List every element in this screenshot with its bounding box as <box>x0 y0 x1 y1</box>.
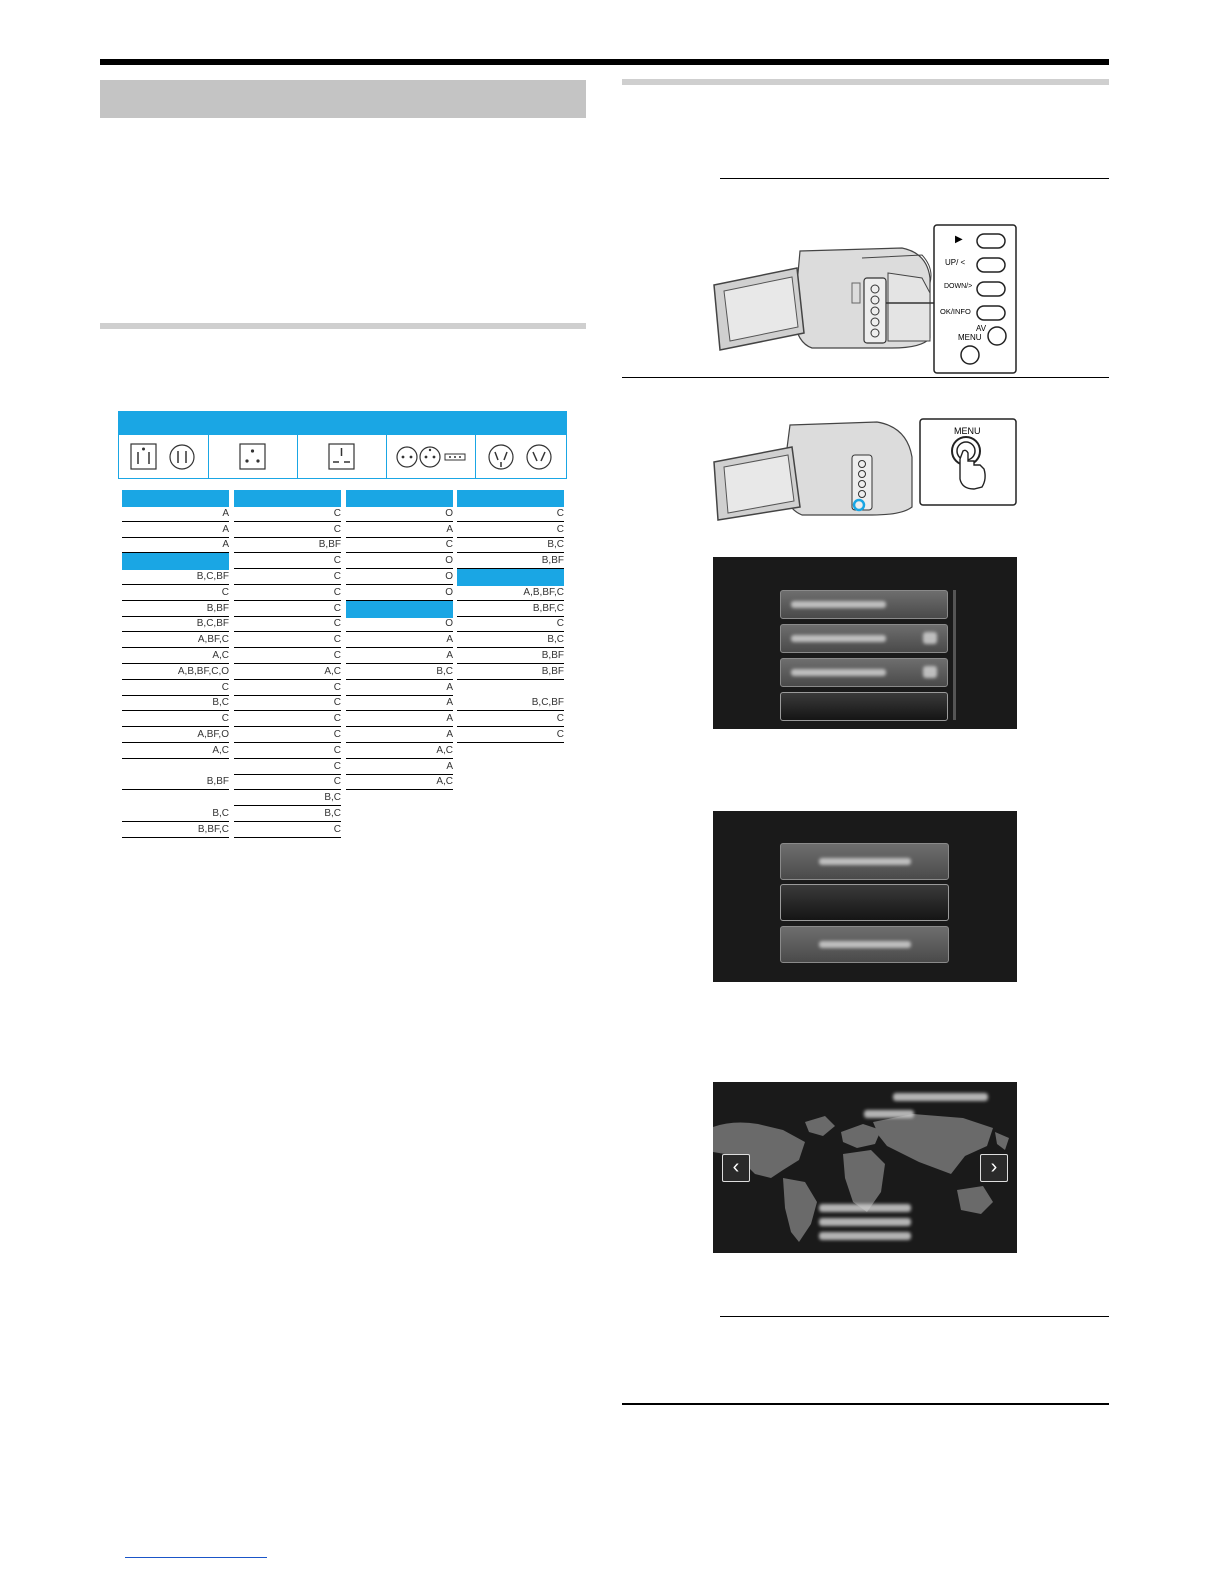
page-link-underline[interactable] <box>125 1557 267 1558</box>
country-plug-row: B,C <box>457 632 564 648</box>
country-plug-row: C <box>234 632 341 648</box>
option-3[interactable] <box>780 926 949 963</box>
option-1[interactable] <box>780 843 949 880</box>
camcorder-buttons-figure <box>712 223 1018 376</box>
chevron-left-icon[interactable]: ‹ <box>722 1154 750 1182</box>
country-plug-row: B,C <box>234 790 341 806</box>
country-plug-row: A,C <box>122 648 229 664</box>
country-plug-row: C <box>234 774 341 790</box>
menu-item-selected[interactable] <box>780 692 948 721</box>
subsection-rule-right <box>622 79 1109 85</box>
scrollbar[interactable] <box>953 590 956 720</box>
country-plug-row: A,BF,C <box>122 632 229 648</box>
country-row-spacer <box>122 790 229 805</box>
country-row-spacer <box>457 680 564 695</box>
country-plug-row: C <box>457 616 564 632</box>
country-plug-row: O <box>346 569 453 585</box>
chevron-right-icon[interactable]: › <box>980 1154 1008 1182</box>
country-plug-row: B,BF <box>457 648 564 664</box>
country-plug-row: A <box>346 727 453 743</box>
country-plug-row: B,C,BF <box>122 616 229 632</box>
ok-info-label: OK/INFO <box>940 307 971 316</box>
country-plug-row: C <box>457 711 564 727</box>
av-label: AV <box>976 324 987 333</box>
country-plug-row: A <box>346 522 453 538</box>
step-rule-3 <box>720 1316 1109 1317</box>
country-plug-row: B,BF <box>122 774 229 790</box>
country-plug-row: O <box>346 553 453 569</box>
country-plug-row: O <box>346 616 453 632</box>
country-plug-row: C <box>234 616 341 632</box>
country-plug-row: C <box>234 522 341 538</box>
step-rule-1 <box>720 178 1109 179</box>
country-plug-row: C <box>234 585 341 601</box>
region-header <box>122 490 229 507</box>
bottom-rule <box>622 1403 1109 1405</box>
country-plug-row: A <box>346 711 453 727</box>
country-plug-row: C <box>122 711 229 727</box>
country-plug-row: B,BF <box>122 601 229 617</box>
country-plug-row: A,C <box>346 774 453 790</box>
country-plug-row: B,C <box>457 537 564 553</box>
country-plug-row: C <box>234 553 341 569</box>
plug-type-4-icon <box>386 435 475 478</box>
country-plug-row: C <box>122 585 229 601</box>
country-plug-row: A <box>346 695 453 711</box>
plug-type-5-icon <box>475 435 566 478</box>
country-plug-row: C <box>457 506 564 522</box>
menu-press-label: MENU <box>954 426 981 436</box>
country-plug-row: C <box>234 711 341 727</box>
country-plug-row: B,BF <box>234 537 341 553</box>
country-plug-row: B,C <box>122 806 229 822</box>
menu-item-3[interactable] <box>780 658 948 687</box>
country-plug-row: C <box>234 648 341 664</box>
world-map-graphic <box>713 1082 1017 1253</box>
country-row-spacer <box>122 759 229 774</box>
country-plug-row: B,C <box>122 695 229 711</box>
country-plug-row: B,C,BF <box>457 695 564 711</box>
plug-type-1-icon <box>119 435 208 478</box>
subsection-rule-left <box>100 323 586 329</box>
country-plug-row: A <box>346 680 453 696</box>
country-plug-row: A <box>122 522 229 538</box>
country-plug-row: A,C <box>346 743 453 759</box>
country-plug-row: C <box>234 695 341 711</box>
country-plug-row: B,C <box>234 806 341 822</box>
country-plug-row: A,C <box>234 664 341 680</box>
menu-screen-2 <box>713 811 1017 982</box>
country-plug-row: C <box>234 680 341 696</box>
country-plug-row: A <box>346 632 453 648</box>
country-plug-row: A <box>346 648 453 664</box>
country-plug-row: O <box>346 585 453 601</box>
region-header <box>457 490 564 507</box>
country-plug-row: C <box>234 569 341 585</box>
option-selected[interactable] <box>780 884 949 921</box>
country-plug-row: A <box>346 759 453 775</box>
country-plug-row: C <box>234 743 341 759</box>
world-map-screen <box>713 1082 1017 1253</box>
country-plug-row: A,B,BF,C <box>457 585 564 601</box>
country-plug-row: C <box>346 537 453 553</box>
region-header <box>457 569 564 586</box>
country-plug-row: C <box>457 522 564 538</box>
top-rule <box>100 59 1109 65</box>
country-plug-row: B,BF,C <box>122 822 229 838</box>
section-heading-bar <box>100 80 586 118</box>
menu-item-2[interactable] <box>780 624 948 653</box>
country-plug-row: A <box>122 506 229 522</box>
country-plug-row: C <box>457 727 564 743</box>
menu-item-1[interactable] <box>780 590 948 619</box>
plug-type-2-icon <box>208 435 297 478</box>
country-plug-row: A,B,BF,C,O <box>122 664 229 680</box>
region-header <box>122 553 229 570</box>
region-header <box>234 490 341 507</box>
down-label: DOWN/> <box>944 283 973 290</box>
country-plug-row: B,C <box>346 664 453 680</box>
country-plug-row: C <box>234 601 341 617</box>
country-plug-row: O <box>346 506 453 522</box>
plug-type-3-icon <box>297 435 386 478</box>
country-plug-row: B,BF <box>457 664 564 680</box>
step-rule-2 <box>622 377 1109 378</box>
country-plug-row: C <box>122 680 229 696</box>
country-plug-row: B,C,BF <box>122 569 229 585</box>
country-plug-row: C <box>234 506 341 522</box>
plug-type-table <box>118 411 567 479</box>
country-plug-row: A,BF,O <box>122 727 229 743</box>
country-plug-row: C <box>234 822 341 838</box>
country-plug-row: A <box>122 537 229 553</box>
menu-label: MENU <box>958 333 982 342</box>
region-header <box>346 490 453 507</box>
country-plug-row: A,C <box>122 743 229 759</box>
country-plug-row: C <box>234 727 341 743</box>
menu-screen-1 <box>713 557 1017 729</box>
country-plug-row: B,BF,C <box>457 601 564 617</box>
menu-press-figure <box>712 417 1018 521</box>
up-label: UP/ < <box>945 258 966 267</box>
country-plug-row: B,BF <box>457 553 564 569</box>
play-label: ▶ <box>955 234 963 245</box>
country-plug-row: C <box>234 759 341 775</box>
plug-table-header <box>119 412 566 435</box>
